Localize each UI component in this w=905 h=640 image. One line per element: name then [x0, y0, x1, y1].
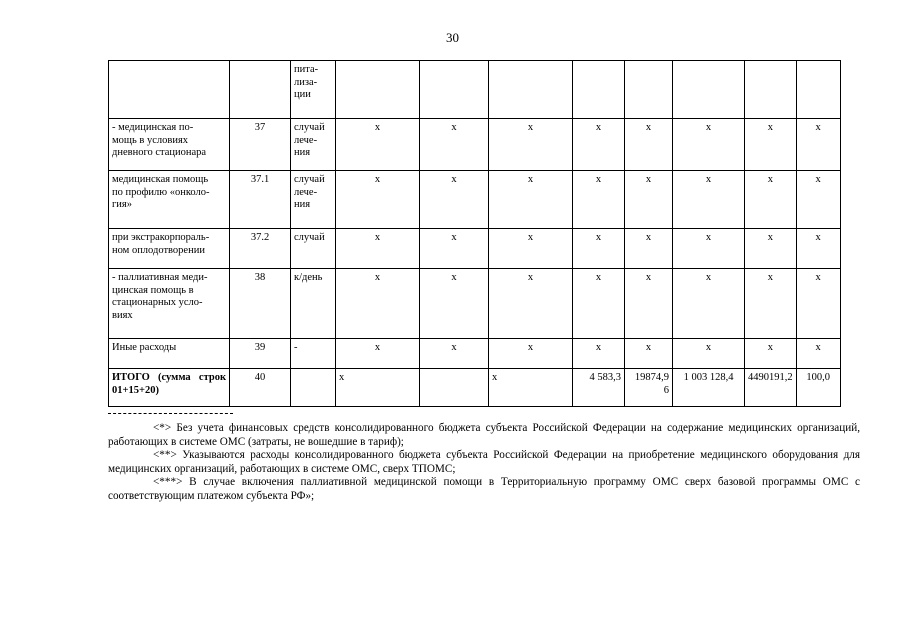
table-row [109, 269, 841, 339]
table-row [109, 339, 841, 369]
row-value-cell: х [336, 229, 420, 269]
row-value-cell: х [796, 339, 840, 369]
row-value-cell: х [420, 119, 489, 171]
row-name-cell: при экстракорпораль- ном оплодотворении [109, 229, 230, 269]
row-value-cell: х [489, 171, 573, 229]
row-value-cell [796, 61, 840, 119]
footnotes [108, 422, 860, 503]
row-value-cell: х [625, 269, 673, 339]
row-value-cell: х [625, 119, 673, 171]
row-value-cell: х [420, 171, 489, 229]
total-value-cell: 19874,9 6 [625, 369, 673, 407]
row-value-cell: х [745, 229, 797, 269]
row-value-cell: х [489, 339, 573, 369]
total-value-cell: х [336, 369, 420, 407]
footnote-1: <*> Без учета финансовых средств консолидированного бюджета субъекта Российской Федерации на содержание медицинских организаций, работающих в системе ОМС (затраты, не вошедшие в тариф); [108, 422, 860, 448]
table-row [109, 171, 841, 229]
row-value-cell: х [573, 119, 625, 171]
row-value-cell: х [625, 171, 673, 229]
row-value-cell [673, 61, 745, 119]
row-value-cell [625, 61, 673, 119]
row-value-cell: х [573, 269, 625, 339]
row-code-cell: 38 [230, 269, 291, 339]
row-value-cell: х [336, 269, 420, 339]
row-name-cell: медицинская помощь по профилю «онколо- гия» [109, 171, 230, 229]
row-value-cell: х [625, 229, 673, 269]
table-row [109, 119, 841, 171]
page-number: 30 [446, 30, 459, 45]
total-value-cell: 4 583,3 [573, 369, 625, 407]
row-value-cell: х [745, 269, 797, 339]
row-name-cell: - медицинская по- мощь в условиях дневного стационара [109, 119, 230, 171]
row-value-cell: х [673, 229, 745, 269]
footnote-separator [108, 413, 233, 414]
total-value-cell: х [489, 369, 573, 407]
row-value-cell: х [489, 119, 573, 171]
row-value-cell [336, 61, 420, 119]
row-value-cell: х [489, 269, 573, 339]
row-value-cell [420, 61, 489, 119]
row-name-cell [109, 61, 230, 119]
row-value-cell: х [796, 269, 840, 339]
row-unit-cell: к/день [291, 269, 336, 339]
row-value-cell: х [420, 229, 489, 269]
row-unit-cell: случай лече- ния [291, 171, 336, 229]
total-row [109, 369, 841, 407]
row-value-cell: х [420, 269, 489, 339]
row-code-cell [230, 61, 291, 119]
row-value-cell: х [489, 229, 573, 269]
row-value-cell: х [336, 171, 420, 229]
row-unit-cell: случай лече- ния [291, 119, 336, 171]
row-value-cell [489, 61, 573, 119]
row-code-cell: 37.2 [230, 229, 291, 269]
row-unit-cell: - [291, 339, 336, 369]
row-code-cell: 37.1 [230, 171, 291, 229]
total-unit-cell [291, 369, 336, 407]
total-value-cell: 1 003 128,4 [673, 369, 745, 407]
row-value-cell: х [573, 171, 625, 229]
financing-table [108, 60, 841, 407]
table-row [109, 229, 841, 269]
row-unit-cell: пита- лиза- ции [291, 61, 336, 119]
row-value-cell: х [745, 171, 797, 229]
total-name-cell: ИТОГО (сумма строк 01+15+20) [109, 369, 230, 407]
row-code-cell: 37 [230, 119, 291, 171]
row-value-cell: х [573, 339, 625, 369]
table-row [109, 61, 841, 119]
row-value-cell: х [673, 119, 745, 171]
footnote-2: <**> Указываются расходы консолидированного бюджета субъекта Российской Федерации на приобретение медицинского оборудования для медицинских организаций, работающих в системе ОМС, сверх ТПОМС; [108, 449, 860, 475]
row-value-cell: х [420, 339, 489, 369]
row-value-cell: х [573, 229, 625, 269]
row-value-cell: х [336, 119, 420, 171]
total-value-cell [420, 369, 489, 407]
row-name-cell: - паллиативная меди- цинская помощь в стационарных усло- виях [109, 269, 230, 339]
row-value-cell: х [745, 119, 797, 171]
row-value-cell [745, 61, 797, 119]
total-value-cell: 100,0 [796, 369, 840, 407]
footnote-3: <***> В случае включения паллиативной медицинской помощи в Территориальную программу ОМС сверх базовой программы ОМС с соответствующим платежом субъекта РФ»; [108, 476, 860, 502]
row-unit-cell: случай [291, 229, 336, 269]
row-value-cell: х [673, 171, 745, 229]
row-value-cell: х [796, 229, 840, 269]
row-code-cell: 39 [230, 339, 291, 369]
total-code-cell: 40 [230, 369, 291, 407]
row-value-cell: х [796, 119, 840, 171]
total-value-cell: 4490191,2 [745, 369, 797, 407]
row-value-cell: х [673, 339, 745, 369]
row-name-cell: Иные расходы [109, 339, 230, 369]
row-value-cell: х [673, 269, 745, 339]
row-value-cell: х [625, 339, 673, 369]
row-value-cell [573, 61, 625, 119]
row-value-cell: х [745, 339, 797, 369]
row-value-cell: х [796, 171, 840, 229]
row-value-cell: х [336, 339, 420, 369]
